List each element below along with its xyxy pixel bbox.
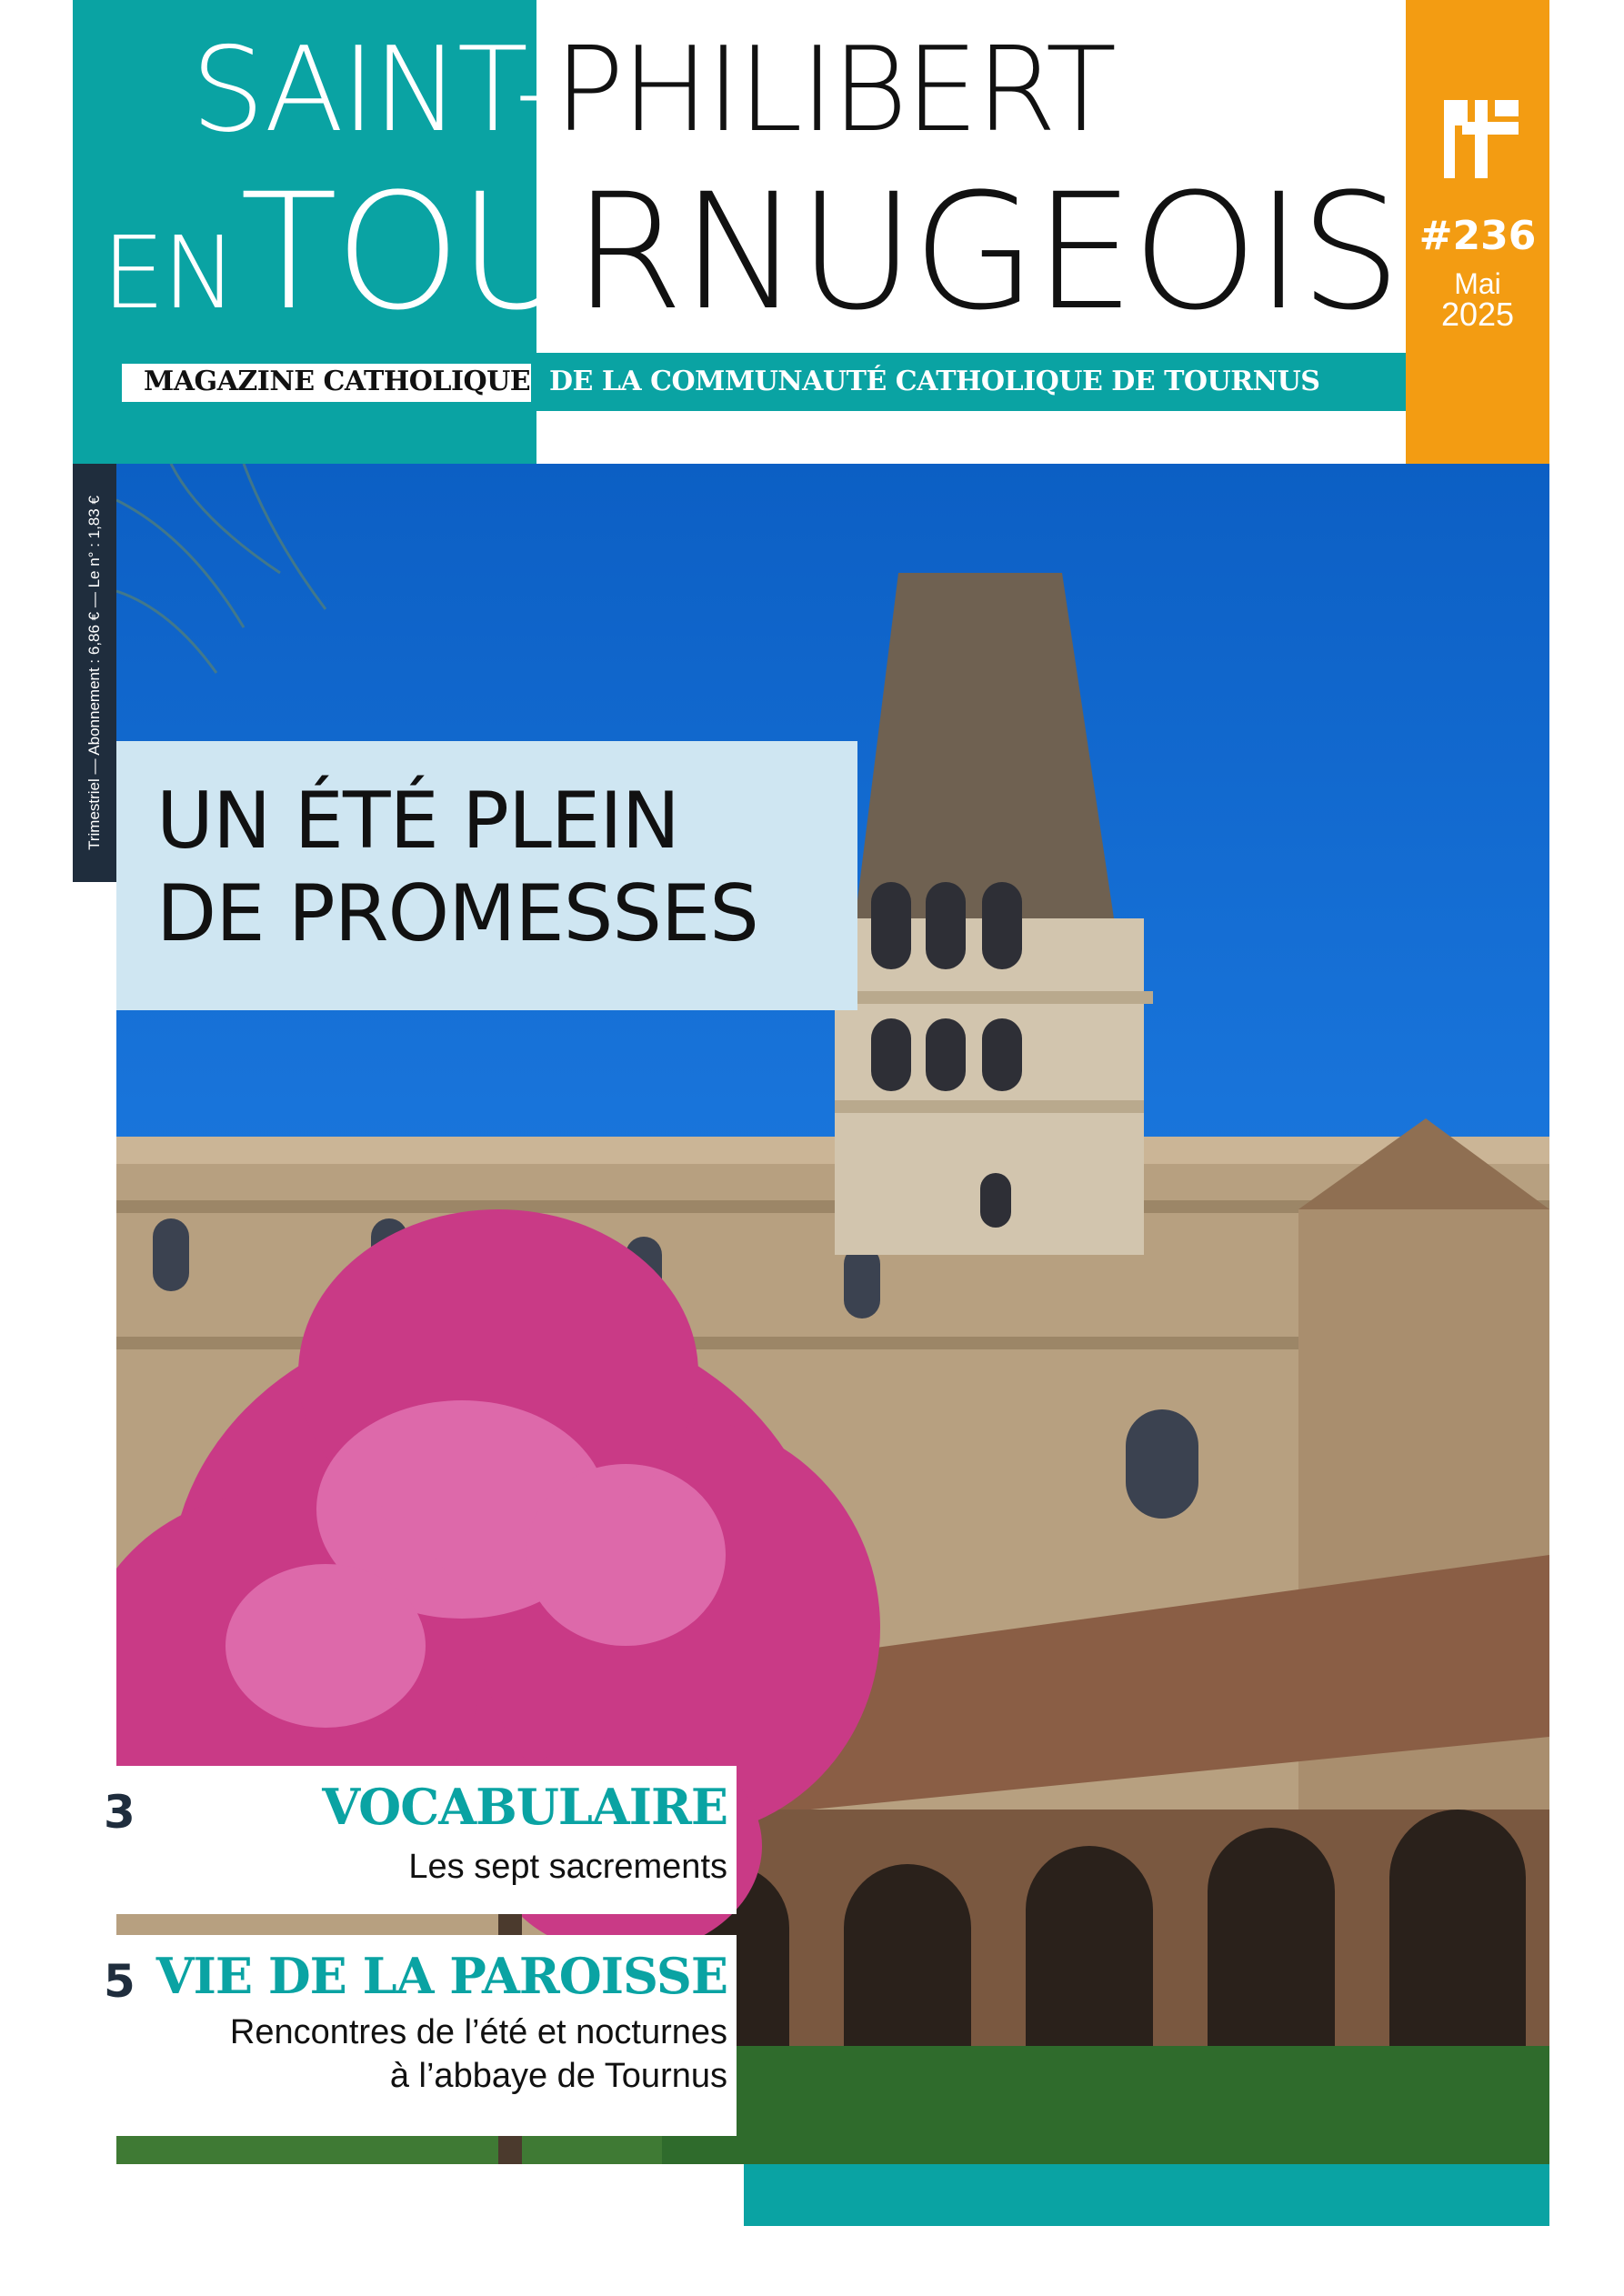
masthead-title-line2 [102,159,1399,346]
title-philibert: PHILIBERT [554,23,1115,158]
teaser-title: VIE DE LA PAROISSE [155,1947,727,2005]
teaser-subtitle-line1: Rencontres de l’été et nocturnes [229,2013,727,2051]
masthead-title-line1 [191,23,1115,158]
bottom-teal-bar [744,2164,1549,2226]
headline-line1: UN ÉTÉ PLEIN [156,776,679,867]
teaser-page-number: 5 [104,1955,135,2008]
tagline-magazine: MAGAZINE CATHOLIQUE [144,366,531,397]
title-tou: TOU [239,159,573,346]
teaser-page-number: 3 [104,1786,135,1839]
teaser-title: VOCABULAIRE [322,1778,727,1836]
price-strip-text: Trimestriel — Abonnement : 6,86 € — Le n° : 1,83 € [85,496,103,850]
issue-number: #236 [1418,213,1537,259]
headline-line2: DE PROMESSES [156,868,758,959]
branches [116,464,326,673]
issue-year: 2025 [1440,296,1515,333]
title-rnugeois: RNUGEOIS [572,159,1399,346]
title-saint: SAINT- [191,23,555,158]
church-cross-logo-icon [1435,95,1526,182]
issue-month: Mai [1454,267,1501,300]
teaser-subtitle-line2: à l’abbaye de Tournus [389,2057,727,2095]
tagline-community: DE LA COMMUNAUTÉ CATHOLIQUE DE TOURNUS [549,366,1320,397]
title-en: EN [102,215,235,331]
teaser-subtitle: Les sept sacrements [408,1848,727,1886]
